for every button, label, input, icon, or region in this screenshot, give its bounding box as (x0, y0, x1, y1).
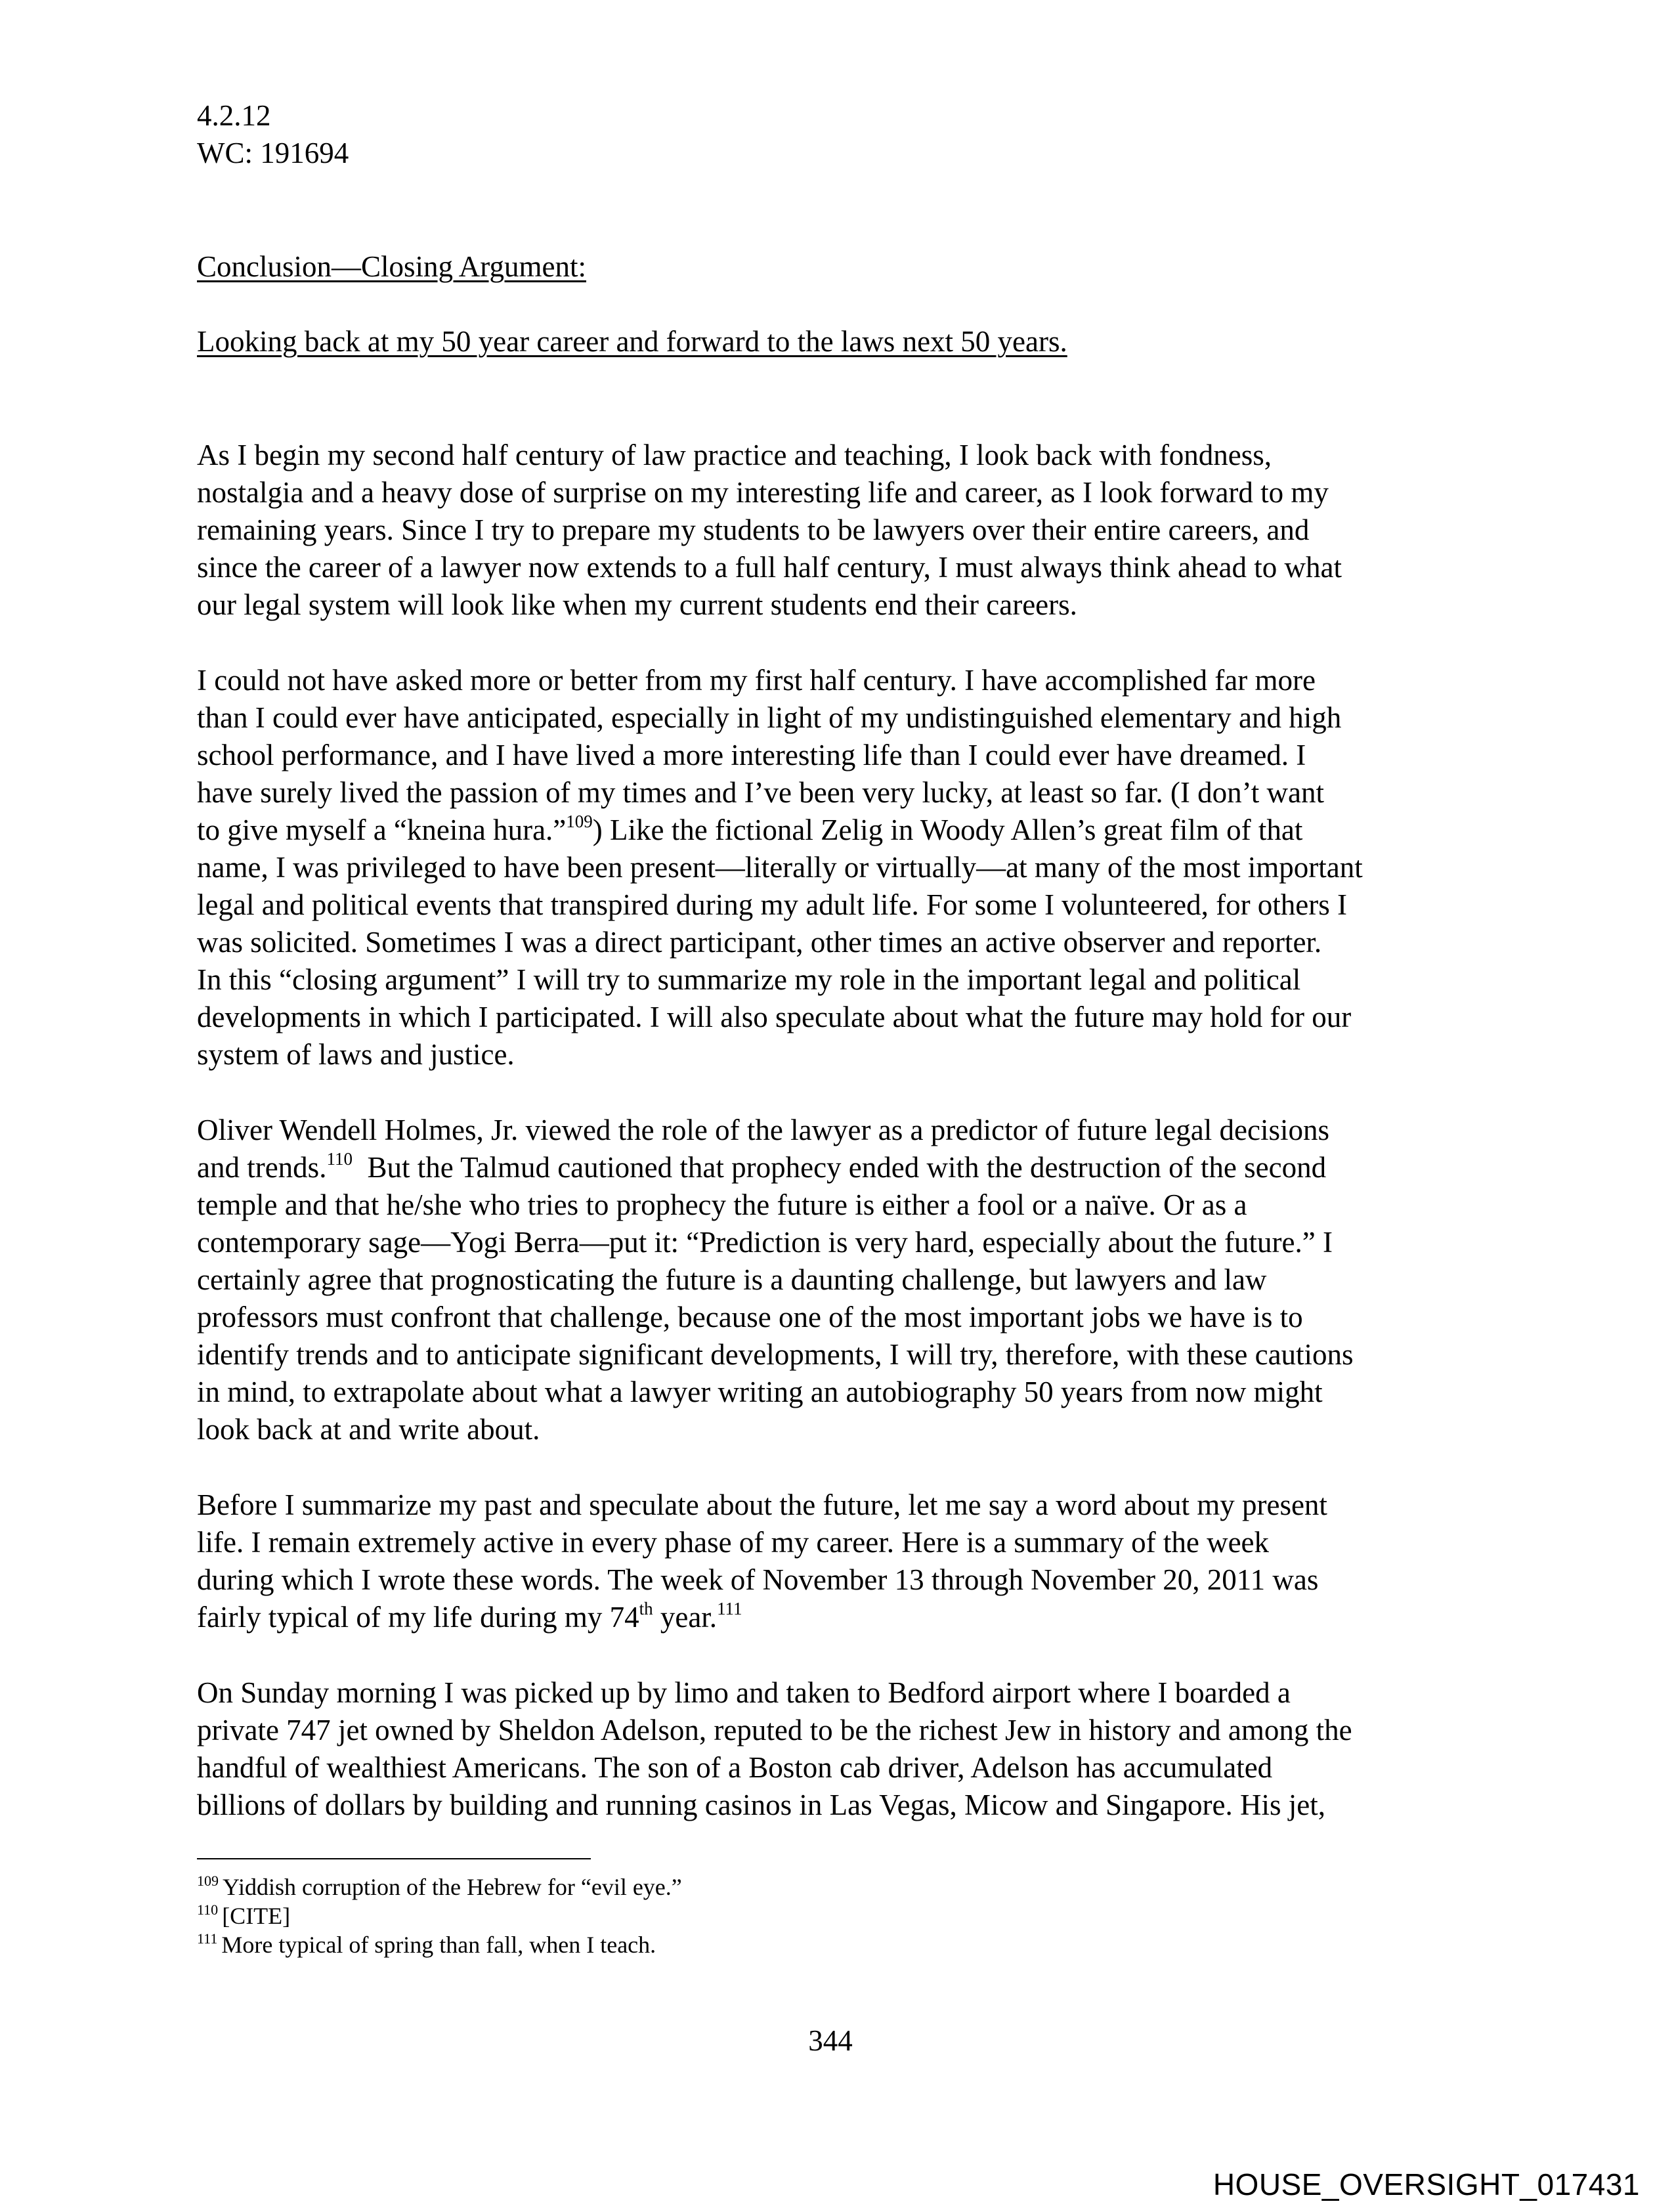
text-line: look back at and write about. (197, 1413, 540, 1446)
chapter-subtitle: Looking back at my 50 year career and forward to the laws next 50 years. (197, 325, 1067, 358)
text-line: On Sunday morning I was picked up by limo and taken to Bedford airport where I boarded a (197, 1676, 1291, 1709)
text-line: private 747 jet owned by Sheldon Adelson, reputed to be the richest Jew in history and among the (197, 1714, 1352, 1746)
text-line: since the career of a lawyer now extends to a full half century, I must always think ahead to what (197, 551, 1342, 584)
footnote-number: 110 (197, 1901, 219, 1918)
text-line: in mind, to extrapolate about what a lawyer writing an autobiography 50 years from now might (197, 1376, 1323, 1408)
text-line: system of laws and justice. (197, 1038, 515, 1071)
document-date: 4.2.12 (197, 99, 271, 132)
text-line: developments in which I participated. I will also speculate about what the future may hold for our (197, 1001, 1352, 1033)
text-line-with-footnote (197, 1599, 1484, 1636)
footnote-number: 111 (197, 1930, 218, 1947)
text-line-tail: ) Like the fictional Zelig in Woody Allen’s great film of that (592, 813, 1303, 846)
text-line: name, I was privileged to have been present—literally or virtually—at many of the most important (197, 851, 1363, 884)
footnote-110 (197, 1901, 682, 1930)
bates-stamp: HOUSE_OVERSIGHT_017431 (1213, 2167, 1640, 2201)
text-line: In this “closing argument” I will try to summarize my role in the important legal and political (197, 963, 1301, 996)
text-line: legal and political events that transpired during my adult life. For some I volunteered, for others I (197, 888, 1348, 921)
footnote-text: More typical of spring than fall, when I teach. (221, 1932, 656, 1958)
footnote-109 (197, 1873, 682, 1901)
text-line: Oliver Wendell Holmes, Jr. viewed the role of the lawyer as a predictor of future legal decisions (197, 1114, 1329, 1146)
footnote-ref-109[interactable]: 109 (566, 812, 593, 831)
text-line: identify trends and to anticipate significant developments, I will try, therefore, with these cautions (197, 1338, 1354, 1371)
text-line: was solicited. Sometimes I was a direct participant, other times an active observer and reporter. (197, 926, 1322, 959)
paragraph-3 (197, 1112, 1484, 1448)
footnotes (197, 1873, 682, 1959)
text-line: handful of wealthiest Americans. The son of a Boston cab driver, Adelson has accumulated (197, 1751, 1273, 1784)
text-line: fairly typical of my life during my 74 (197, 1601, 639, 1634)
text-line: school performance, and I have lived a more interesting life than I could ever have dreamed. I (197, 739, 1306, 771)
paragraph-2 (197, 662, 1484, 1073)
text-line: professors must confront that challenge, because one of the most important jobs we have is to (197, 1301, 1303, 1334)
text-line: nostalgia and a heavy dose of surprise on my interesting life and career, as I look forward to my (197, 476, 1329, 509)
footnote-text: [CITE] (222, 1903, 291, 1929)
text-line: our legal system will look like when my current students end their careers. (197, 588, 1077, 621)
footnote-ref-110[interactable]: 110 (326, 1149, 353, 1169)
footnote-111 (197, 1930, 682, 1959)
paragraph-4 (197, 1486, 1484, 1636)
text-line-tail: year. (653, 1601, 718, 1634)
text-line: certainly agree that prognosticating the future is a daunting challenge, but lawyers and law (197, 1263, 1267, 1296)
word-count: WC: 191694 (197, 137, 349, 169)
text-line: have surely lived the passion of my times and I’ve been very lucky, at least so far. (I don’t want (197, 776, 1325, 809)
text-line: life. I remain extremely active in every phase of my career. Here is a summary of the week (197, 1526, 1270, 1559)
text-line: than I could ever have anticipated, especially in light of my undistinguished elementary and high (197, 701, 1342, 734)
text-line-tail: But the Talmud cautioned that prophecy ended with the destruction of the second (352, 1151, 1327, 1184)
footnote-ref-111[interactable]: 111 (717, 1599, 742, 1618)
text-line: during which I wrote these words. The week of November 13 through November 20, 2011 was (197, 1563, 1319, 1596)
text-line: temple and that he/she who tries to prophecy the future is either a fool or a naïve. Or as a (197, 1188, 1247, 1221)
page-number-text: 344 (808, 2024, 853, 2057)
footnote-number: 109 (197, 1873, 219, 1889)
chapter-heading: Conclusion—Closing Argument: (197, 250, 586, 283)
text-line: and trends. (197, 1151, 327, 1184)
text-line: Before I summarize my past and speculate about the future, let me say a word about my present (197, 1488, 1327, 1521)
page-number (0, 2024, 1674, 2058)
text-line: billions of dollars by building and running casinos in Las Vegas, Micow and Singapore. His jet, (197, 1789, 1325, 1821)
text-line-with-footnote (197, 812, 1484, 849)
footnote-text: Yiddish corruption of the Hebrew for “evil eye.” (223, 1874, 682, 1900)
text-line: remaining years. Since I try to prepare my students to be lawyers over their entire careers, and (197, 513, 1310, 546)
paragraph-5 (197, 1674, 1484, 1824)
text-line: contemporary sage—Yogi Berra—put it: “Prediction is very hard, especially about the future.” I (197, 1226, 1333, 1259)
text-line: As I begin my second half century of law practice and teaching, I look back with fondness, (197, 439, 1272, 471)
paragraph-1 (197, 437, 1484, 624)
ordinal-suffix: th (639, 1599, 653, 1618)
text-line: to give myself a “kneina hura.” (197, 813, 567, 846)
text-line: I could not have asked more or better from my first half century. I have accomplished far more (197, 664, 1316, 697)
text-line-with-footnote (197, 1149, 1484, 1186)
footnote-separator (197, 1858, 591, 1859)
